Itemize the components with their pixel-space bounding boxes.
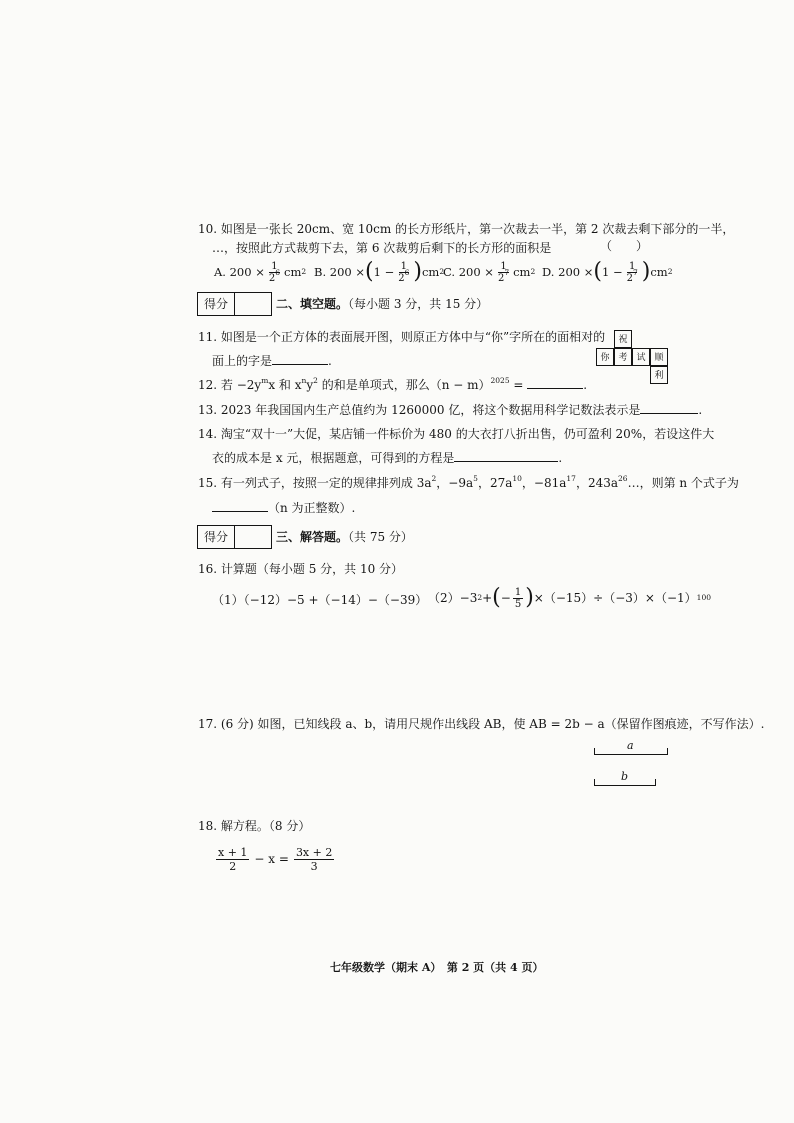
q10-option-a: A. 200 × $\frac{1}{2^6}$ cm 2 <box>214 260 307 284</box>
net-cell-shun: 顺 <box>650 348 668 366</box>
section3-score-box <box>197 525 272 549</box>
segment-a-tick-right <box>667 748 668 754</box>
q10-line2: …，按照此方式裁剪下去，第 6 次裁剪后剩下的长方形的面积是 <box>212 241 552 255</box>
segment-b-line <box>594 785 656 786</box>
q15-line2: （n 为正整数）. <box>212 499 355 516</box>
section3-score-blank <box>235 526 271 548</box>
segment-a-tick-left <box>594 748 595 754</box>
q13-text: 13. 2023 年我国国内生产总值约为 1260000 亿，将这个数据用科学记数法表示是 . <box>198 403 703 417</box>
section3-score-label: 得分 <box>198 526 235 548</box>
q11-line2: 面上的字是 . <box>212 354 332 368</box>
q10-option-b: B. 200 × ( 1 − $\frac{1}{2^6}$ ) cm 2 <box>314 259 445 284</box>
q18-equation: $\frac{x + 1}{2}$ − x = $\frac{3x + 2}{3}$ <box>218 845 333 873</box>
q16-part1: （1）（−12）−5 +（−14）−（−39） <box>212 593 428 607</box>
section2-score-box <box>197 292 272 316</box>
q18-title: 18. 解方程。（8 分） <box>198 819 311 833</box>
net-cell-zhu: 祝 <box>614 330 632 348</box>
q10-option-c: C. 200 × $\frac{1}{2^7}$ cm 2 <box>443 260 536 284</box>
q10-answer-paren: （ ） <box>600 239 649 253</box>
section3-heading: 三、解答题。（共 75 分） <box>276 530 413 544</box>
segment-b-tick-right <box>655 779 656 785</box>
q11-line1: 11. 如图是一个正方体的表面展开图，则原正方体中与“你”字所在的面相对的 <box>198 330 606 344</box>
q10-line1: 10. 如图是一张长 20cm、宽 10cm 的长方形纸片，第一次裁去一半，第 2 次裁去剩下部分的一半， <box>198 222 735 236</box>
page-footer: 七年级数学（期末 A） 第 2 页（共 4 页） <box>330 961 544 974</box>
q12-text: 12. 若 $-2y^mx$ 和 $x^ny^2$ 的和是单项式，那么$(n - m)^{2025}$ = . <box>198 376 588 392</box>
section2-score-blank <box>235 293 271 315</box>
segment-a-label: a <box>627 739 634 752</box>
net-cell-ni: 你 <box>596 348 614 366</box>
segment-a-line <box>594 754 668 755</box>
q16-part2: （2）−3 2 + ( − $\frac{1}{5}$ ) ×（−15）÷（−3）×（−1） 100 <box>428 585 711 610</box>
net-cell-kao: 考 <box>614 348 632 366</box>
net-cell-li: 利 <box>650 366 668 384</box>
q14-line1: 14. 淘宝“双十一”大促，某店铺一件标价为 480 的大衣打八折出售，仍可盈利 20%，若设这件大 <box>198 427 715 441</box>
section2-heading: 二、填空题。（每小题 3 分，共 15 分） <box>276 297 489 311</box>
section2-score-label: 得分 <box>198 293 235 315</box>
q10-option-d: D. 200 × ( 1 − $\frac{1}{2^7}$ ) cm 2 <box>542 259 673 284</box>
segment-b-tick-left <box>594 779 595 785</box>
net-cell-shi: 试 <box>632 348 650 366</box>
segment-b-label: b <box>621 770 629 783</box>
q14-line2: 衣的成本是 x 元，根据题意，可得到的方程是 . <box>212 451 563 465</box>
q17-text: 17. (6 分) 如图，已知线段 a、b，请用尺规作出线段 AB，使 AB = 2b − a（保留作图痕迹，不写作法）. <box>198 717 765 731</box>
q15-line1: 15. 有一列式子，按照一定的规律排列成 $3a^2$，$-9a^5$，$27a^{10}$，$-81a^{17}$，$243a^{26}\dots$，则第 n 个式子为 <box>198 474 739 490</box>
q16-title: 16. 计算题（每小题 5 分，共 10 分） <box>198 562 404 576</box>
